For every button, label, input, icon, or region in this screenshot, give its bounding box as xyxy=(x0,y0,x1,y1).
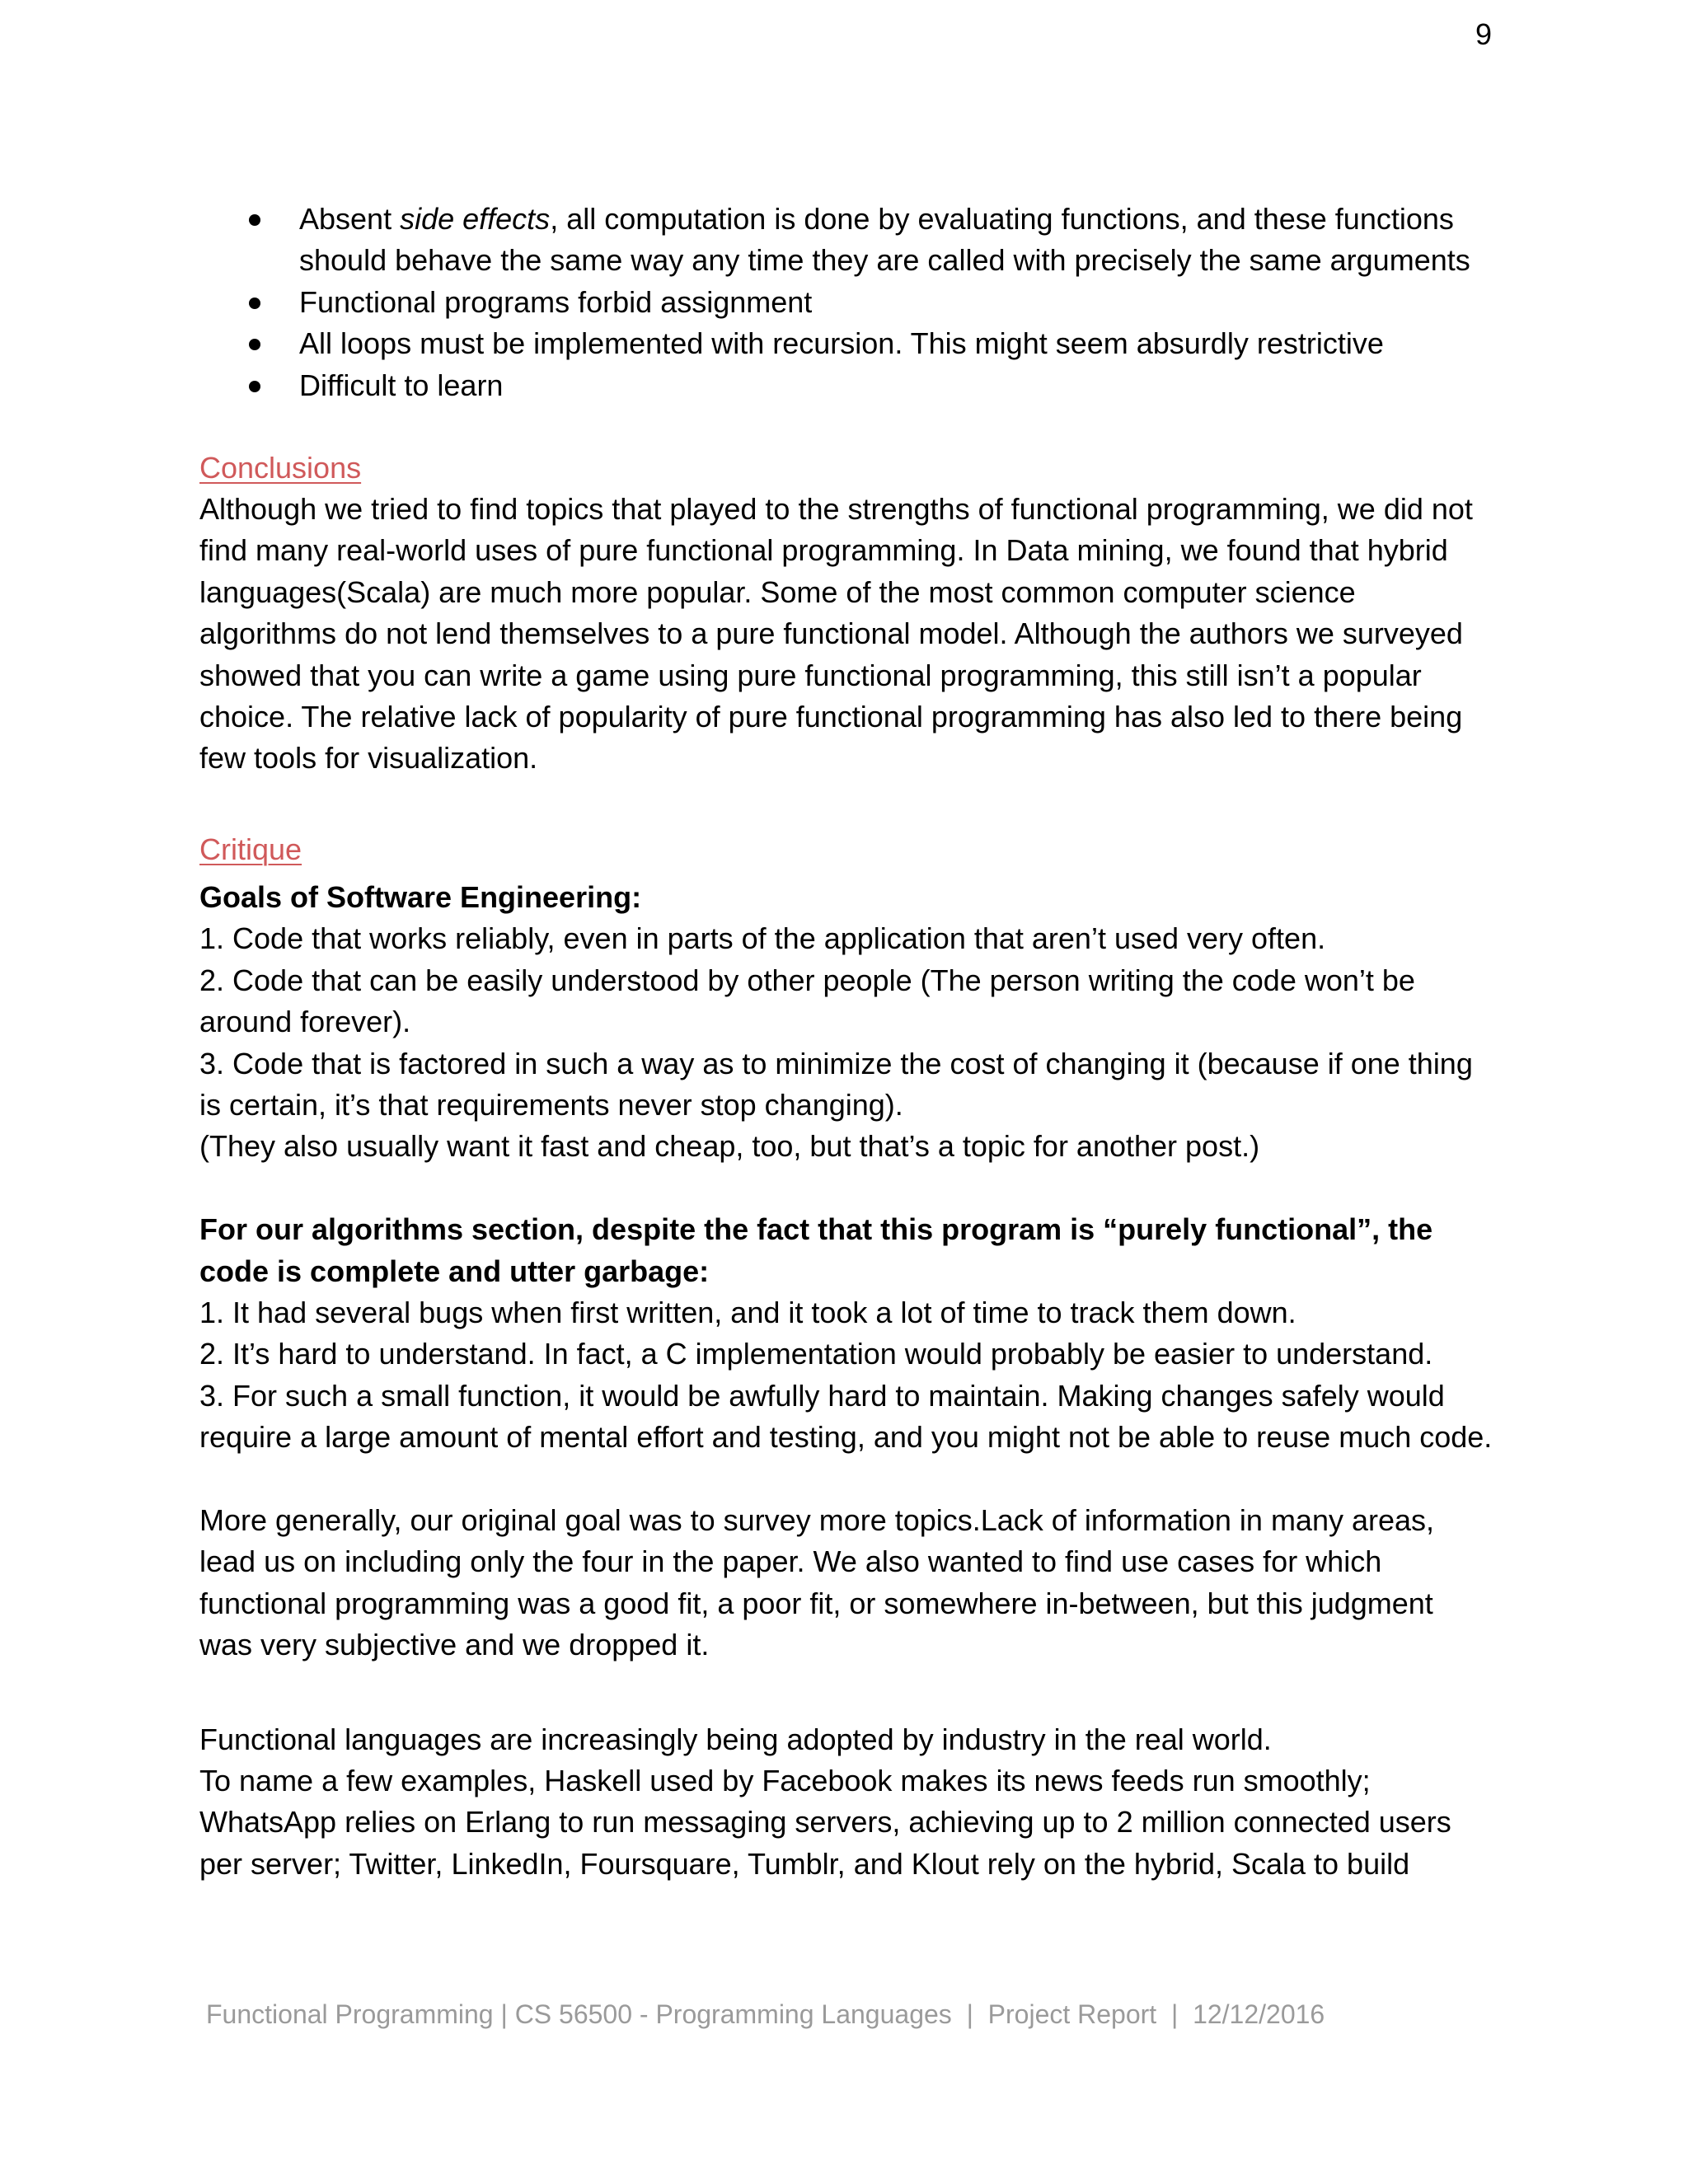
goal-item: 1. Code that works reliably, even in parts of the application that aren’t used very often. xyxy=(199,921,1326,956)
industry-line: Functional languages are increasingly being adopted by industry in the real world. xyxy=(199,1722,1272,1756)
bullet-icon xyxy=(249,214,260,226)
industry-paragraph: To name a few examples, Haskell used by Facebook makes its news feeds run smoothly; WhatsApp relies on Erlang to run messaging servers, achieving up to 2 million connected users per server; Twitter, LinkedIn, Foursquare, Tumblr, and Klout rely on the hybrid, Scala to build xyxy=(199,1763,1451,1881)
bullet-text-before: Absent xyxy=(299,202,401,236)
algorithms-title: For our algorithms section, despite the fact that this program is “purely functional”, the code is complete and utter garbage: xyxy=(199,1212,1433,1288)
list-item xyxy=(299,282,1493,323)
list-item xyxy=(299,365,1493,406)
bullet-icon xyxy=(249,381,260,392)
bullet-text-italic: side effects xyxy=(400,202,551,236)
bullet-list xyxy=(199,199,1493,406)
goal-item: 2. Code that can be easily understood by other people (The person writing the code won’t be around forever). xyxy=(199,963,1415,1039)
bullet-text-after: , all computation is done by evaluating functions, and these functions should behave the same way any time they are called with precisely the same arguments xyxy=(299,202,1470,278)
document-body xyxy=(199,199,1493,1885)
bullet-text: Difficult to learn xyxy=(299,368,504,402)
page-number: 9 xyxy=(1475,17,1492,51)
critique-heading[interactable]: Critique xyxy=(199,832,302,866)
algorithm-item: 3. For such a small function, it would be awfully hard to maintain. Making changes safely would require a large amount of mental effort and testing, and you might not be able to reuse much code. xyxy=(199,1378,1493,1455)
page-footer: Functional Programming | CS 56500 - Programming Languages | Project Report | 12/12/2016 xyxy=(206,1999,1325,2029)
algorithm-item: 2. It’s hard to understand. In fact, a C implementation would probably be easier to understand. xyxy=(199,1337,1433,1371)
list-item xyxy=(299,199,1493,282)
bullet-icon xyxy=(249,339,260,350)
goal-item: 3. Code that is factored in such a way as to minimize the cost of changing it (because if one thing is certain, it’s that requirements never stop changing). xyxy=(199,1046,1473,1122)
list-item xyxy=(299,323,1493,364)
conclusions-heading[interactable]: Conclusions xyxy=(199,451,362,485)
conclusions-paragraph: Although we tried to find topics that played to the strengths of functional programming, we did not find many real-world uses of pure functional programming. In Data mining, we found that hybrid languages(Scala) are much more popular. Some of the most common computer science algorithms do not lend themselves to a pure functional model. Although the authors we surveyed showed that you can write a game using pure functional programming, this still isn’t a popular choice. The relative lack of popularity of pure functional programming has also led to there being few tools for visualization. xyxy=(199,492,1473,776)
goal-note: (They also usually want it fast and cheap, too, but that’s a topic for another post.) xyxy=(199,1129,1260,1164)
goals-title: Goals of Software Engineering: xyxy=(199,879,642,914)
bullet-text: Functional programs forbid assignment xyxy=(299,284,813,319)
general-paragraph: More generally, our original goal was to survey more topics.Lack of information in many areas, lead us on including only the four in the paper. We also wanted to find use cases for which functional programming was a good fit, a poor fit, or somewhere in-between, but this judgment was very subjective and we dropped it. xyxy=(199,1502,1435,1662)
algorithm-item: 1. It had several bugs when first written, and it took a lot of time to track them down. xyxy=(199,1295,1296,1329)
bullet-text: All loops must be implemented with recursion. This might seem absurdly restrictive xyxy=(299,326,1384,361)
bullet-icon xyxy=(249,298,260,309)
